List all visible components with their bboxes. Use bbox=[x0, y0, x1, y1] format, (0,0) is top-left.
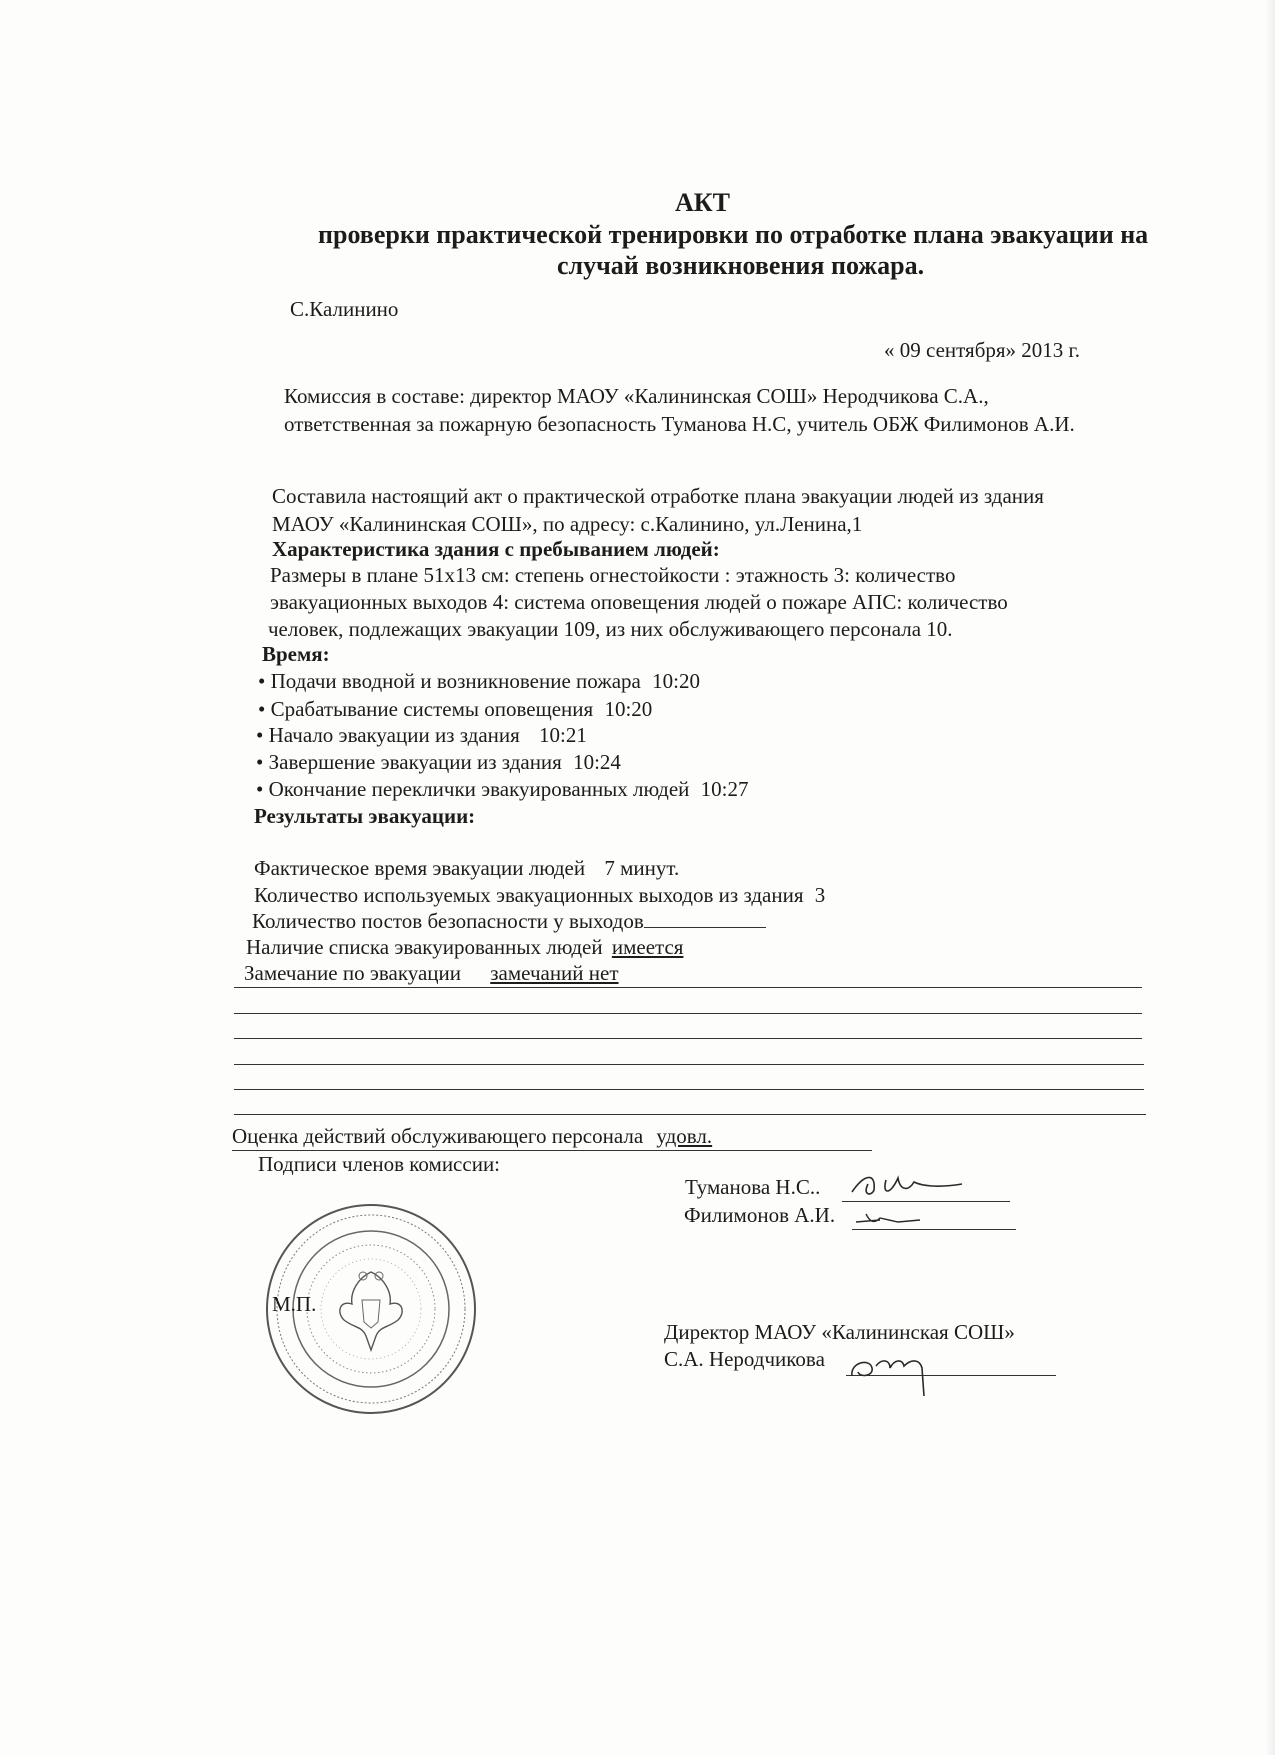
actual-time bbox=[254, 856, 679, 880]
time-item bbox=[258, 697, 652, 721]
doc-subtitle-line1: проверки практической тренировки по отработке плана эвакуации на bbox=[318, 220, 1149, 249]
time-item-value: 10:20 bbox=[604, 697, 653, 721]
doc-title: АКТ bbox=[675, 188, 730, 217]
posts-label: Количество постов безопасности у выходов bbox=[252, 909, 644, 933]
actual-time-label: Фактическое время эвакуации людей bbox=[254, 856, 586, 880]
member1-signature bbox=[842, 1166, 1002, 1202]
commission-line2: ответственная за пожарную безопасность Туманова Н.С, учитель ОБЖ Филимонов А.И. bbox=[284, 412, 1075, 436]
bullet-icon: • bbox=[256, 777, 264, 801]
time-heading: Время: bbox=[262, 642, 330, 666]
evac-list bbox=[246, 935, 683, 959]
time-item-label: Подачи вводной и возникновение пожара bbox=[270, 669, 641, 693]
actual-time-value: 7 минут. bbox=[604, 856, 680, 880]
time-item-label: Завершение эвакуации из здания bbox=[268, 750, 562, 774]
time-item-value: 10:24 bbox=[573, 750, 621, 774]
posts-count bbox=[252, 909, 766, 933]
remarks-line bbox=[234, 1038, 1142, 1039]
time-item bbox=[256, 777, 748, 801]
posts-blank bbox=[644, 927, 766, 928]
director-title: Директор МАОУ «Калининская СОШ» bbox=[664, 1320, 1015, 1344]
time-item-value: 10:20 bbox=[652, 669, 700, 693]
time-item bbox=[256, 723, 587, 747]
signatures-heading: Подписи членов комиссии: bbox=[258, 1152, 501, 1176]
time-item-label: Срабатывание системы оповещения bbox=[270, 697, 594, 721]
building-line2: эвакуационных выходов 4: система оповещения людей о пожаре АПС: количество bbox=[270, 590, 1008, 614]
building-heading: Характеристика здания с пребыванием людей: bbox=[272, 537, 720, 561]
assessment-value: удовл. bbox=[656, 1124, 713, 1148]
list-value: имеется bbox=[611, 935, 684, 959]
time-item-label: Окончание переклички эвакуированных людей bbox=[268, 777, 690, 801]
assessment bbox=[232, 1124, 712, 1148]
remarks-line bbox=[234, 1013, 1142, 1014]
building-line3: человек, подлежащих эвакуации 109, из них обслуживающего персонала 10. bbox=[268, 617, 953, 641]
remarks-label: Замечание по эвакуации bbox=[244, 961, 461, 985]
exits-value: 3 bbox=[814, 883, 826, 907]
remarks-value: замечаний нет bbox=[490, 961, 619, 985]
list-label: Наличие списка эвакуированных людей bbox=[246, 935, 603, 959]
exits-label: Количество используемых эвакуационных выходов из здания bbox=[254, 883, 804, 907]
remarks-line bbox=[234, 987, 1142, 988]
member2-signature bbox=[850, 1204, 950, 1230]
bullet-icon: • bbox=[258, 669, 266, 693]
time-item-label: Начало эвакуации из здания bbox=[268, 723, 520, 747]
exits-count bbox=[254, 883, 825, 907]
scan-edge bbox=[1265, 0, 1275, 1755]
remarks bbox=[244, 961, 619, 985]
time-item bbox=[256, 750, 621, 774]
member2-name: Филимонов А.И. bbox=[684, 1203, 836, 1227]
member1-name: Туманова Н.С.. bbox=[685, 1175, 821, 1199]
bullet-icon: • bbox=[258, 697, 266, 721]
stamp-label: М.П. bbox=[272, 1292, 317, 1316]
place: С.Калинино bbox=[290, 297, 399, 321]
remarks-line bbox=[234, 1064, 1144, 1065]
time-item bbox=[258, 669, 700, 693]
bullet-icon: • bbox=[256, 723, 264, 747]
director-name: С.А. Неродчикова bbox=[664, 1347, 825, 1371]
remarks-line bbox=[234, 1089, 1144, 1090]
results-heading: Результаты эвакуации: bbox=[254, 804, 476, 828]
time-item-value: 10:21 bbox=[539, 723, 587, 747]
assessment-underline bbox=[232, 1150, 872, 1151]
intro-line1: Составила настоящий акт о практической отработке плана эвакуации людей из здания bbox=[272, 484, 1044, 508]
date: « 09 сентября» 2013 г. bbox=[884, 338, 1081, 362]
building-line1: Размеры в плане 51х13 см: степень огнестойкости : этажность 3: количество bbox=[270, 563, 956, 587]
time-item-value: 10:27 bbox=[700, 777, 749, 801]
commission-line1: Комиссия в составе: директор МАОУ «Калининская СОШ» Неродчикова С.А., bbox=[284, 384, 989, 408]
remarks-line bbox=[234, 1114, 1146, 1115]
assessment-label: Оценка действий обслуживающего персонала bbox=[232, 1124, 644, 1148]
intro-line2: МАОУ «Калининская СОШ», по адресу: с.Калинино, ул.Ленина,1 bbox=[272, 512, 863, 536]
director-signature bbox=[846, 1336, 956, 1404]
doc-subtitle-line2: случай возникновения пожара. bbox=[557, 251, 925, 280]
bullet-icon: • bbox=[256, 750, 264, 774]
